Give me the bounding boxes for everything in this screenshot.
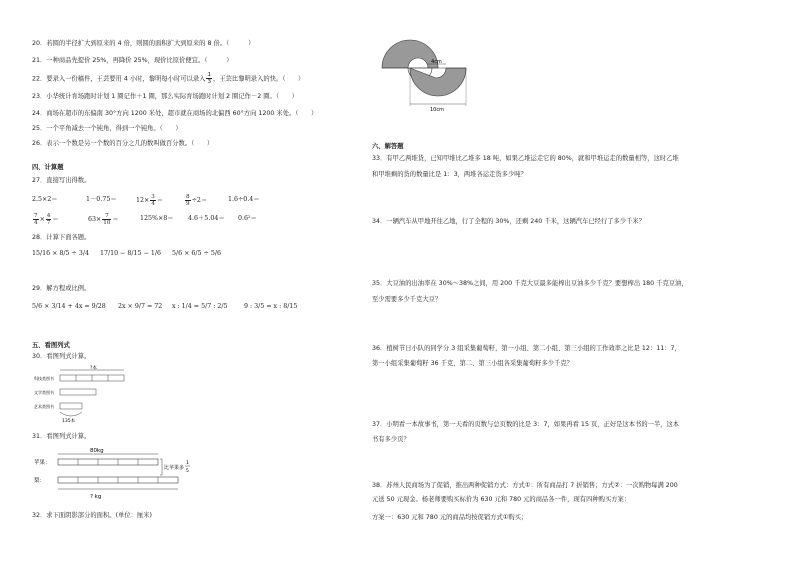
section-5-title: 五、看图列式 [32,342,70,349]
question-21: 21．一种商品先提价 25%，再降价 25%，现价比原价便宜。（ ） [32,57,233,64]
fraction-numerator: 1 [186,461,189,466]
question-37-line-2: 书有多少页？ [372,436,410,443]
diagram-top-label: ?本 [90,366,97,371]
question-27: 27．直接写出得数。 [32,177,91,184]
question-23: 23．小华统计育场跑时计划 1 圈记作＋1 圈，那么实际育场跑时计划 2 圈记作－2 圈。（ ） [32,93,298,100]
question-32: 32．求下面阴影部分的面积。(单位：厘米) [32,512,152,519]
pear-weight-label: ? kg [90,494,102,500]
question-25: 25．一个平角减去一个钝角，得到一个钝角。（ ） [32,125,182,132]
calc-10: 0.6²＝ [238,215,257,222]
question-35-line-1: 35．大豆油的出油率在 30%～38%之间，用 200 千克大豆最多能榨出豆油多少千克？要想榨出 180 千克豆油， [372,280,688,287]
question-36-line-1: 36．植树节日小队的同学分 3 组采集葡萄籽，第一小组、第二小组、第三小组的工作效率之比是 12：11：7， [372,345,681,352]
question-31: 31．看图列式计算。 [32,433,91,440]
question-28: 28．计算下面各题。 [32,234,91,241]
question-36-line-2: 第一小组采集葡萄籽 36 千克，第二、第三小组各采集葡萄籽多少千克？ [372,360,573,367]
calc-2: 1－0.75＝ [86,196,117,203]
question-33-line-1: 33．有甲乙两堆货，已知甲堆比乙堆多 18 吨，如果乙堆运走它的 80%，就和甲堆运走的数量相等，这时乙堆 [372,155,679,162]
calc-7: 63× $\frac{7}{10}$ ＝ [88,213,119,226]
question-30: 30．看图列式计算。 [32,353,91,360]
calc-1: 2.5×2＝ [32,196,58,203]
question-34: 34．一辆汽车从甲地开往乙地，行了全程的 30%，还剩 240 千米，这辆汽车已经行了多少千米？ [372,218,646,225]
book-bar-diagram [32,362,152,426]
apple-label: 苹果： [34,460,51,466]
fraction: $\frac{1}{3}$ [207,72,212,85]
apple-weight-label: 80kg [90,448,104,454]
calc-8: 125%×8＝ [140,215,174,222]
equation-4: 9 : 3/5 = x : 8/15 [244,303,298,310]
row-label-science: 科技类图书 [34,376,54,381]
question-26: 26．表示一个数是另一个数的百分之几的数叫做百分数。（ ） [32,140,214,147]
section-4-title: 四、计算题 [32,164,64,171]
question-24: 24．商场在超市的东偏南 30°方向 1200 米处，超市就在商场的北偏西 60°方向 1200 米处。（ ） [32,110,318,117]
calc-6: $\frac{7}{4}$ × $\frac{4}{7}$ ＝ [34,213,59,226]
dimension-4cm: 4cm [431,59,442,65]
pear-label: 梨： [34,478,46,484]
expr-1: 15/16 × 8/5 ÷ 3/4 [32,250,89,257]
row-label-literature: 文学类图书 [34,390,54,395]
row-label-art: 艺术类图书 [34,404,54,409]
question-22: 22．要录入一份稿件，王芸要用 4 小时，黎明每小时可以录入 $\frac{1}{3}$ ，王芸比黎明录入的快。（ ） [32,72,305,85]
calc-3: 12× $\frac{3}{4}$ ＝ [136,194,164,207]
question-29: 29．解方程或比例。 [32,285,91,292]
calc-4: $\frac{8}{9}$ ÷2＝ [186,194,208,207]
fraction-denominator: 5 [186,469,189,474]
question-37-line-1: 37．小明看一本故事书，第一天看的页数与总页数的比是 3：7，如果再看 15 页，正好是这本书的一半，这本 [372,421,680,428]
diagram-bottom-label: 135本 [62,419,76,424]
calc-9: 4.6＋5.04＝ [188,215,225,222]
comparison-note: 比苹果多 [164,465,185,471]
expr-3: 5/6 × 6/5 ÷ 5/6 [172,250,221,257]
shaded-area-figure [376,36,472,114]
equation-2: 2x × 9/7 = 72 [118,303,163,310]
section-6-title: 六、解答题 [372,143,404,150]
question-38-line-2: 元送 50 元现金。杨老师要购买标价为 630 元和 780 元的商品各一件，现有四种购买方案： [372,496,631,503]
dimension-10cm: 10cm [430,107,444,113]
question-38-line-1: 38．苏州人民商场为了促销，推出两种促销方式：方式①：所有商品打 7 折销售；方式②：一次购物每满 200 [372,482,678,489]
equation-3: x : 1/4 = 5/7 : 2/5 [172,303,228,310]
weight-bar-diagram [32,444,192,504]
question-33-line-2: 和甲堆剩的货的数量比是 1：3，两堆各运走货多少吨？ [372,171,527,178]
question-38-line-3: 方案一：630 元和 780 元的商品均按促销方式①购买； [372,514,528,521]
calc-5: 1.6÷0.4＝ [228,196,260,203]
equation-1: 5/6 × 3/14 + 4x = 9/28 [32,303,106,310]
expr-2: 17/10 − 8/15 − 1/6 [100,250,161,257]
question-35-line-2: 至少需要多少千克大豆？ [372,296,442,303]
question-20: 20．若圆的半径扩大到原来的 4 倍，则圆的面积扩大到原来的 8 倍。（ ） [32,40,255,47]
